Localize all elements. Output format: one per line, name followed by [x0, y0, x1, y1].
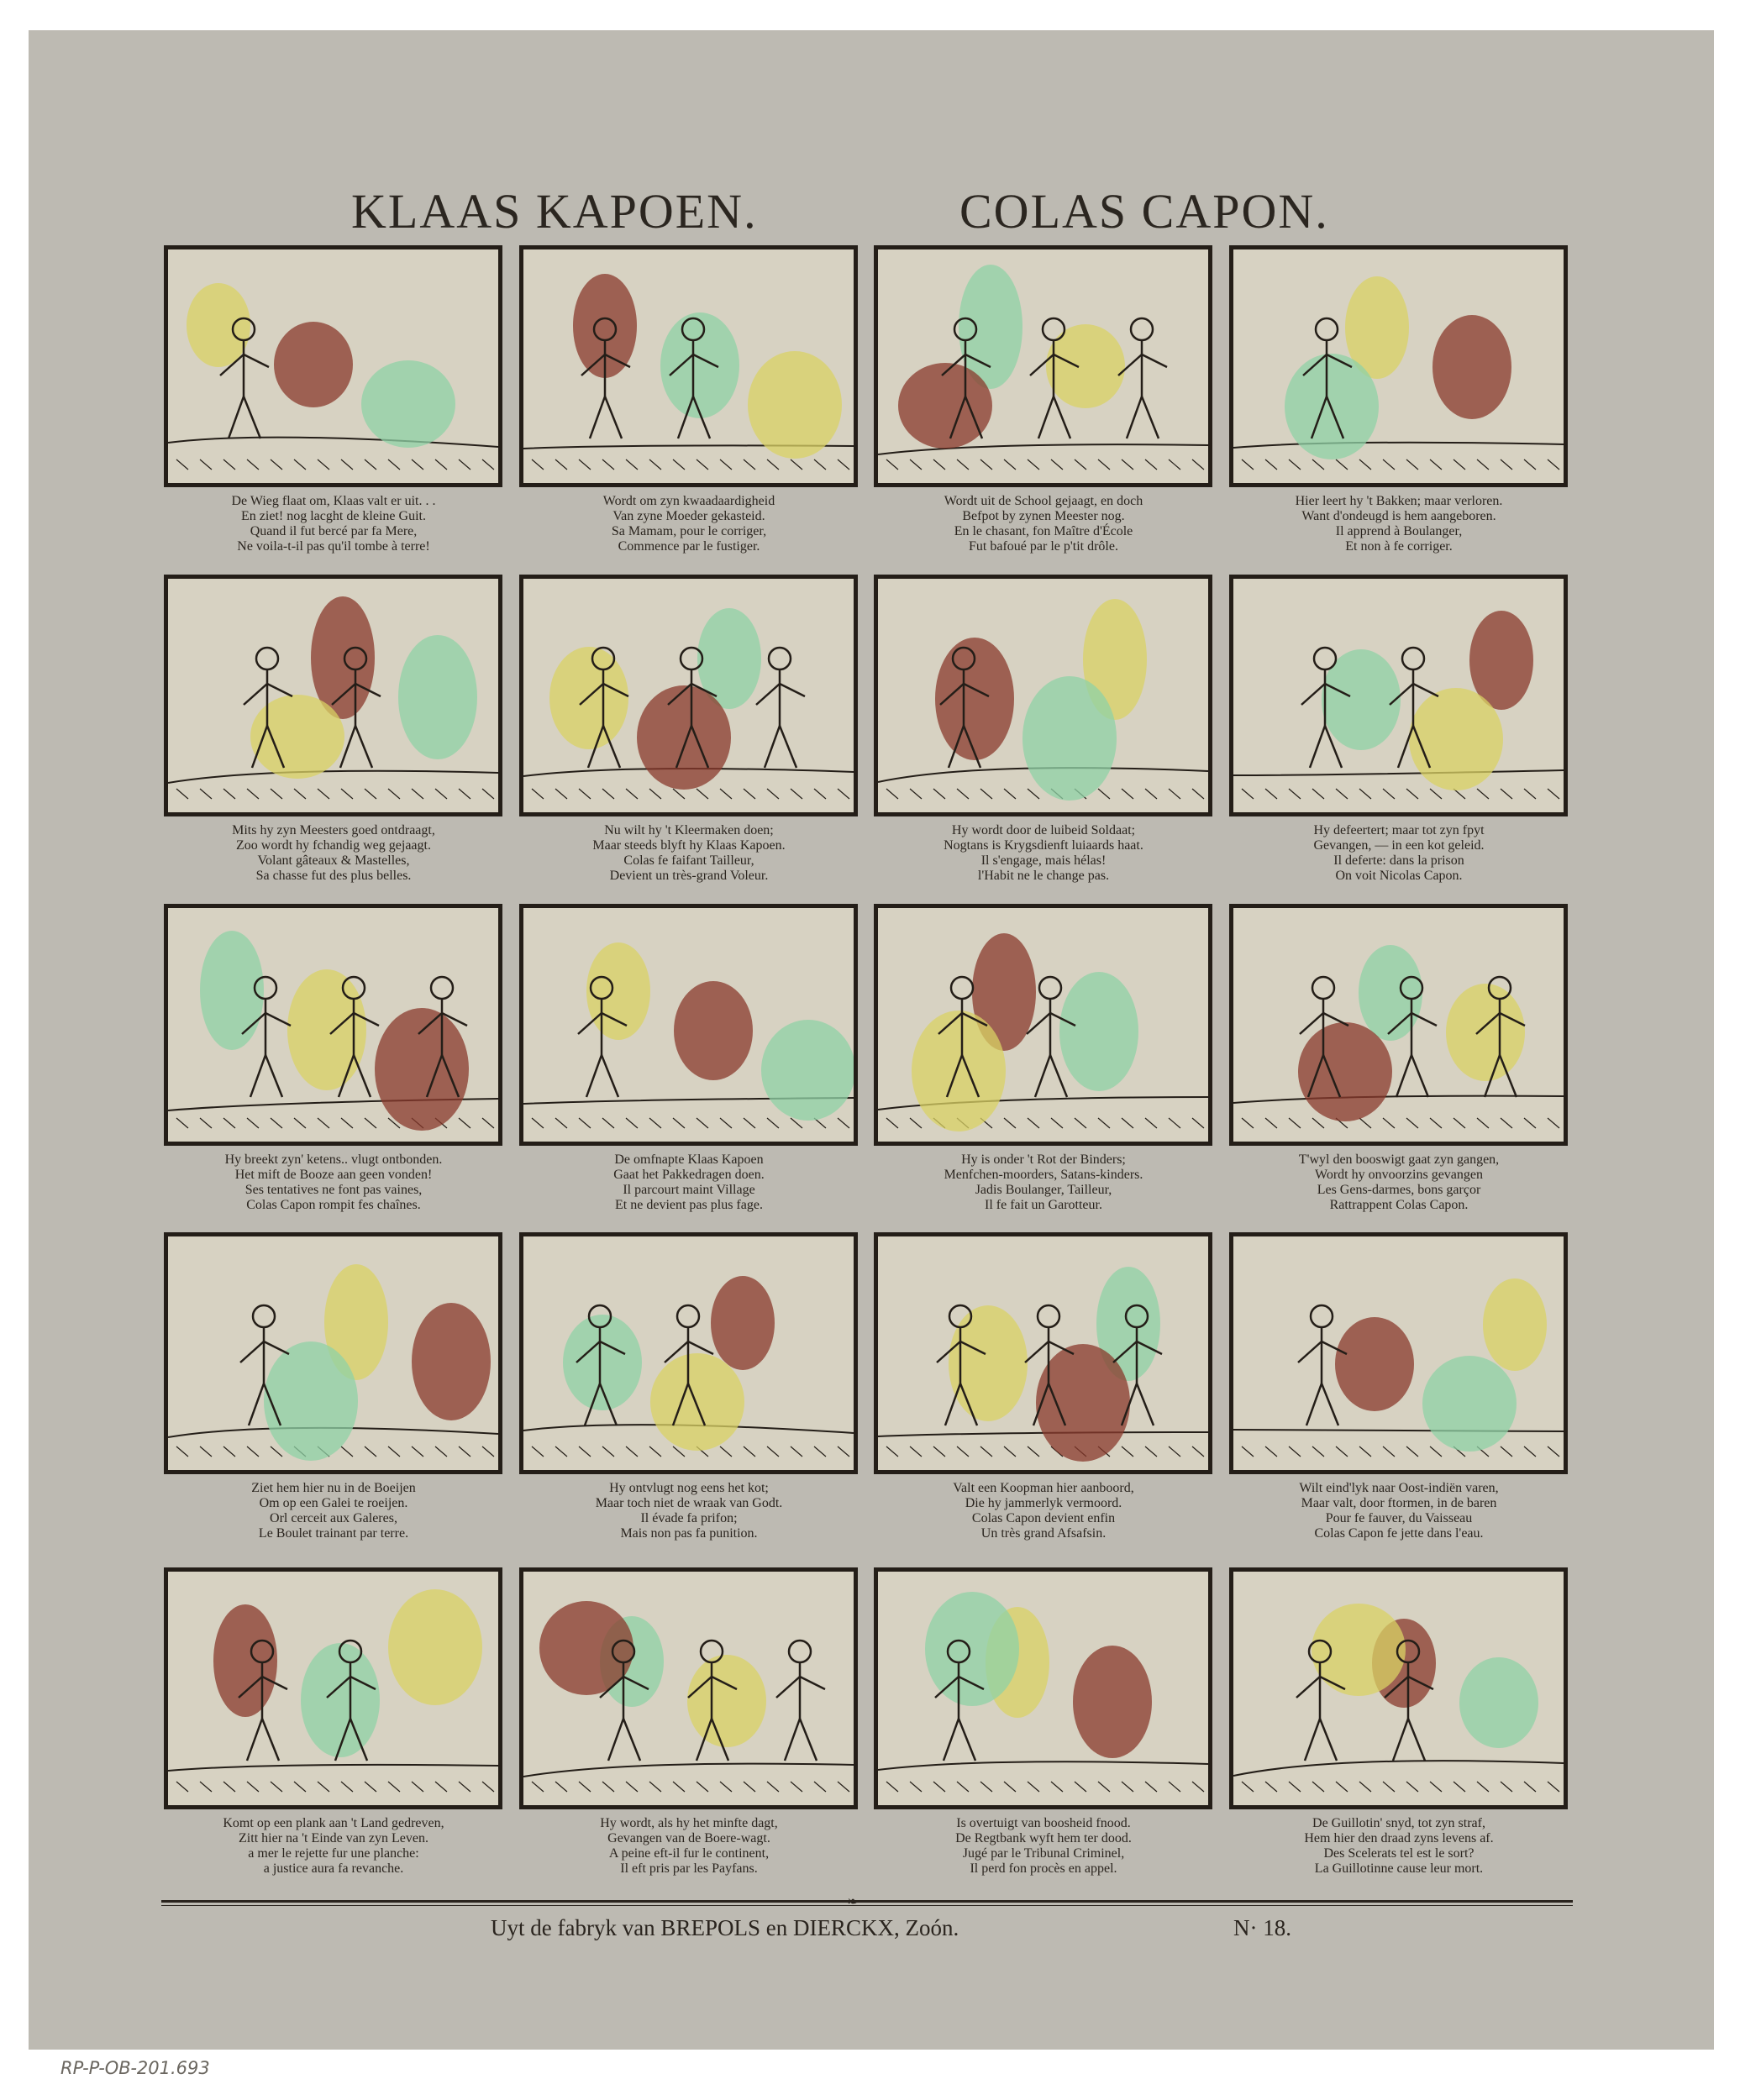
woodcut-panel — [519, 1567, 858, 1809]
woodcut-panel — [1229, 1232, 1568, 1474]
panel-verse — [157, 1481, 510, 1541]
woodcut-panel — [519, 1232, 858, 1474]
woodcut-panel — [519, 575, 858, 816]
sheet-number: N· 18. — [1233, 1915, 1291, 1940]
panel-verse — [513, 1481, 865, 1541]
verse-line: Il évade fa prifon; — [640, 1511, 738, 1525]
woodcut-illustration — [1233, 908, 1564, 1142]
verse-line: Quand il fut bercé par fa Mere, — [250, 524, 418, 538]
verse-line: Hy wordt, als hy het minfte dagt, — [600, 1816, 778, 1830]
verse-line: Le Boulet trainant par terre. — [258, 1526, 409, 1541]
verse-line: Il fe fait un Garotteur. — [985, 1198, 1102, 1212]
panel-verse — [867, 823, 1220, 884]
woodcut-panel — [164, 1232, 502, 1474]
verse-line: Van zyne Moeder gekasteid. — [612, 509, 765, 523]
woodcut-panel — [519, 904, 858, 1146]
verse-line: Devient un très-grand Voleur. — [609, 869, 769, 883]
verse-line: De omfnapte Klaas Kapoen — [614, 1152, 764, 1167]
woodcut-illustration — [168, 249, 498, 483]
bottom-rule-thin — [161, 1905, 1573, 1906]
verse-line: Il perd fon procès en appel. — [970, 1861, 1117, 1876]
verse-line: De Regtbank wyft hem ter dood. — [955, 1831, 1132, 1845]
verse-line: Colas Capon devient enfin — [971, 1511, 1116, 1525]
woodcut-panel — [1229, 575, 1568, 816]
verse-line: Les Gens-darmes, bons garçor — [1317, 1183, 1481, 1197]
verse-line: Zoo wordt hy fchandig weg gejaagt. — [236, 838, 431, 853]
verse-line: Il apprend à Boulanger, — [1335, 524, 1463, 538]
verse-line: Hy breekt zyn' ketens.. vlugt ontbonden. — [224, 1152, 443, 1167]
verse-line: Maar valt, door ftormen, in de baren — [1301, 1496, 1497, 1510]
verse-line: Ses tentatives ne font pas vaines, — [244, 1183, 423, 1197]
bottom-rule — [161, 1900, 1573, 1903]
verse-line: a justice aura fa revanche. — [263, 1861, 404, 1876]
verse-line: Ziet hem hier nu in de Boeijen — [251, 1481, 416, 1495]
woodcut-illustration — [878, 579, 1208, 812]
verse-line: Komt op een plank aan 't Land gedreven, — [223, 1816, 444, 1830]
verse-line: Valt een Koopman hier aanboord, — [953, 1481, 1134, 1495]
verse-line: Gaat het Pakkedragen doen. — [613, 1168, 765, 1182]
verse-line: Et ne devient pas plus fage. — [615, 1198, 763, 1212]
verse-line: Sa Mamam, pour le corriger, — [611, 524, 767, 538]
verse-line: Nogtans is Krygsdienft luiaards haat. — [944, 838, 1143, 853]
verse-line: Is overtuigt van boosheid fnood. — [956, 1816, 1131, 1830]
woodcut-illustration — [523, 1236, 854, 1470]
panel-verse — [1222, 1816, 1575, 1877]
panel-verse — [867, 494, 1220, 554]
verse-line: Wordt uit de School gejaagt, en doch — [944, 494, 1143, 508]
woodcut-panel — [874, 245, 1212, 487]
verse-line: Wilt eind'lyk naar Oost-indiën varen, — [1299, 1481, 1499, 1495]
woodcut-illustration — [168, 1236, 498, 1470]
woodcut-panel — [164, 245, 502, 487]
panel-verse — [513, 494, 865, 554]
verse-line: Hy ontvlugt nog eens het kot; — [609, 1481, 769, 1495]
panel-verse — [867, 1816, 1220, 1877]
woodcut-illustration — [168, 1572, 498, 1805]
verse-line: Colas fe faifant Tailleur, — [623, 853, 754, 868]
verse-line: Rattrappent Colas Capon. — [1329, 1198, 1469, 1212]
panel-verse — [1222, 1481, 1575, 1541]
verse-line: Il deferte: dans la prison — [1333, 853, 1464, 868]
woodcut-illustration — [523, 1572, 854, 1805]
panel-verse — [157, 494, 510, 554]
panel-verse — [157, 1816, 510, 1877]
verse-line: En ziet! nog lacght de kleine Guit. — [241, 509, 426, 523]
inventory-number: RP-P-OB-201.693 — [60, 2058, 210, 2078]
verse-line: Wordt om zyn kwaadaardigheid — [602, 494, 775, 508]
verse-line: Un très grand Afsafsin. — [980, 1526, 1107, 1541]
verse-line: Orl cerceit aux Galeres, — [270, 1511, 397, 1525]
publisher-imprint: Uyt de fabryk van BREPOLS en DIERCKX, Zoón. — [491, 1915, 959, 1940]
woodcut-panel — [164, 575, 502, 816]
verse-line: Il s'engage, mais hélas! — [980, 853, 1107, 868]
verse-line: Zitt hier na 't Einde van zyn Leven. — [239, 1831, 428, 1845]
verse-line: Hy defeertert; maar tot zyn fpyt — [1313, 823, 1485, 837]
panel-verse — [157, 823, 510, 884]
verse-line: Die hy jammerlyk vermoord. — [965, 1496, 1122, 1510]
verse-line: Fut bafoué par le p'tit drôle. — [969, 539, 1118, 554]
ornament-icon: ❧ — [847, 1893, 859, 1909]
woodcut-panel — [1229, 1567, 1568, 1809]
woodcut-panel — [874, 904, 1212, 1146]
verse-line: Jadis Boulanger, Tailleur, — [975, 1183, 1112, 1197]
panel-verse — [867, 1152, 1220, 1213]
sheet-title — [0, 183, 1740, 242]
title-french: COLAS CAPON. — [959, 184, 1329, 239]
panel-verse — [867, 1481, 1220, 1541]
verse-line: Hem hier den draad zyns levens af. — [1304, 1831, 1494, 1845]
woodcut-illustration — [878, 1572, 1208, 1805]
verse-line: Nu wilt hy 't Kleermaken doen; — [604, 823, 774, 837]
woodcut-panel — [874, 1567, 1212, 1809]
verse-line: Befpot by zynen Meester nog. — [962, 509, 1125, 523]
verse-line: Wordt hy onvoorzins gevangen — [1315, 1168, 1483, 1182]
verse-line: Et non à fe corriger. — [1345, 539, 1453, 554]
verse-line: Hy wordt door de luibeid Soldaat; — [951, 823, 1136, 837]
panel-verse — [513, 823, 865, 884]
panel-verse — [513, 1152, 865, 1213]
verse-line: Menfchen-moorders, Satans-kinders. — [944, 1168, 1143, 1182]
verse-line: l'Habit ne le change pas. — [977, 869, 1110, 883]
verse-line: Ne voila-t-il pas qu'il tombe à terre! — [237, 539, 430, 554]
panel-verse — [1222, 823, 1575, 884]
verse-line: Mais non pas fa punition. — [620, 1526, 758, 1541]
verse-line: Colas Capon rompit fes chaînes. — [246, 1198, 421, 1212]
woodcut-illustration — [878, 1236, 1208, 1470]
verse-line: Gevangen van de Boere-wagt. — [607, 1831, 770, 1845]
panel-verse — [1222, 494, 1575, 554]
woodcut-illustration — [168, 908, 498, 1142]
verse-line: De Wieg flaat om, Klaas valt er uit. . . — [231, 494, 436, 508]
verse-line: Mits hy zyn Meesters goed ontdraagt, — [232, 823, 435, 837]
verse-line: Commence par le fustiger. — [618, 539, 760, 554]
woodcut-illustration — [168, 579, 498, 812]
woodcut-illustration — [1233, 249, 1564, 483]
verse-line: Sa chasse fut des plus belles. — [255, 869, 412, 883]
woodcut-panel — [1229, 245, 1568, 487]
verse-line: On voit Nicolas Capon. — [1335, 869, 1463, 883]
woodcut-panel — [164, 904, 502, 1146]
woodcut-panel — [874, 1232, 1212, 1474]
woodcut-panel — [164, 1567, 502, 1809]
woodcut-illustration — [523, 908, 854, 1142]
verse-line: A peine eft-il fur le continent, — [608, 1846, 770, 1861]
woodcut-illustration — [523, 249, 854, 483]
woodcut-panel — [519, 245, 858, 487]
woodcut-panel — [874, 575, 1212, 816]
verse-line: Jugé par le Tribunal Criminel, — [962, 1846, 1125, 1861]
woodcut-illustration — [878, 249, 1208, 483]
panel-verse — [1222, 1152, 1575, 1213]
verse-line: Want d'ondeugd is hem aangeboren. — [1301, 509, 1496, 523]
verse-line: Hier leert hy 't Bakken; maar verloren. — [1295, 494, 1503, 508]
verse-line: Gevangen, — in een kot geleid. — [1313, 838, 1485, 853]
verse-line: Colas Capon fe jette dans l'eau. — [1314, 1526, 1484, 1541]
verse-line: Het mift de Booze aan geen vonden! — [234, 1168, 433, 1182]
verse-line: La Guillotinne cause leur mort. — [1314, 1861, 1484, 1876]
verse-line: Maar toch niet de wraak van Godt. — [595, 1496, 783, 1510]
verse-line: En le chasant, fon Maître d'École — [954, 524, 1133, 538]
verse-line: Maar steeds blyft hy Klaas Kapoen. — [592, 838, 786, 853]
woodcut-illustration — [1233, 579, 1564, 812]
verse-line: Hy is onder 't Rot der Binders; — [961, 1152, 1126, 1167]
verse-line: Il eft pris par les Payfans. — [620, 1861, 758, 1876]
woodcut-panel — [1229, 904, 1568, 1146]
woodcut-illustration — [1233, 1236, 1564, 1470]
verse-line: De Guillotin' snyd, tot zyn straf, — [1312, 1816, 1485, 1830]
woodcut-illustration — [1233, 1572, 1564, 1805]
verse-line: Pour fe fauver, du Vaisseau — [1325, 1511, 1473, 1525]
woodcut-illustration — [878, 908, 1208, 1142]
verse-line: Om op een Galei te roeijen. — [259, 1496, 408, 1510]
title-dutch: KLAAS KAPOEN. — [351, 184, 758, 239]
verse-line: a mer le rejette fur une planche: — [248, 1846, 419, 1861]
verse-line: T'wyl den booswigt gaat zyn gangen, — [1298, 1152, 1500, 1167]
panel-verse — [157, 1152, 510, 1213]
woodcut-illustration — [523, 579, 854, 812]
verse-line: Des Scelerats tel est le sort? — [1323, 1846, 1475, 1861]
verse-line: Volant gâteaux & Mastelles, — [257, 853, 410, 868]
panel-verse — [513, 1816, 865, 1877]
verse-line: Il parcourt maint Village — [623, 1183, 755, 1197]
